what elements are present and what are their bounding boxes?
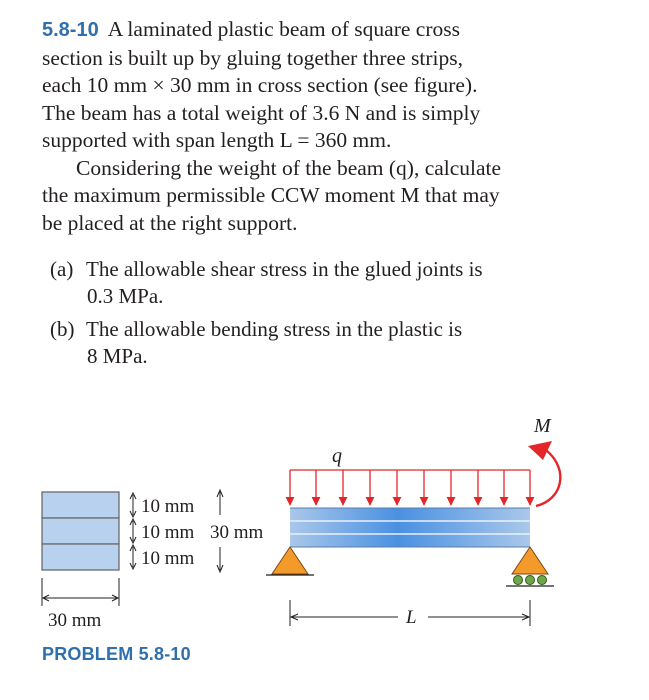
distributed-load [290,470,530,505]
problem-caption: PROBLEM 5.8-10 [42,644,191,664]
strip-dim-label: 10 mm [141,548,195,569]
strip-dim-label: 10 mm [141,522,195,543]
part-label: (b) [50,317,75,341]
moment-label: M [534,415,551,437]
problem-line: the maximum permissible CCW moment M that may [42,183,500,207]
part-b: (b) The allowable bending stress in the plastic is 8 MPa. [50,317,463,368]
problem-number: 5.8-10 [42,19,99,41]
problem-line: each 10 mm × 30 mm in cross section (see figure). [42,73,478,97]
problem-line: section is built up by gluing together three strips, [42,45,463,70]
cross-section [42,492,119,570]
width-label: 30 mm [48,610,102,631]
roller-support [506,547,554,586]
width-dimension [42,578,119,606]
total-height-label: 30 mm [210,522,264,543]
pin-support [266,547,314,575]
strip [42,518,119,544]
problem-line: supported with span length L = 360 mm. [42,128,392,152]
load-label: q [332,445,342,467]
strip-dimensions [130,493,136,569]
strip [42,544,119,570]
strip-dim-label: 10 mm [141,496,195,517]
moment-arrow [536,450,560,506]
part-a: (a) The allowable shear stress in the glued joints is 0.3 MPa. [50,257,483,308]
strip [42,492,119,518]
problem-line: The beam has a total weight of 3.6 N and is simply [42,100,481,125]
problem-line: be placed at the right support. [42,210,298,235]
problem-line: 5.8-10 A laminated plastic beam of square cross [42,17,460,41]
problem-line: Considering the weight of the beam (q), calculate [76,155,502,180]
part-label: (a) [50,257,74,281]
beam [290,508,530,547]
span-label: L [406,607,417,628]
